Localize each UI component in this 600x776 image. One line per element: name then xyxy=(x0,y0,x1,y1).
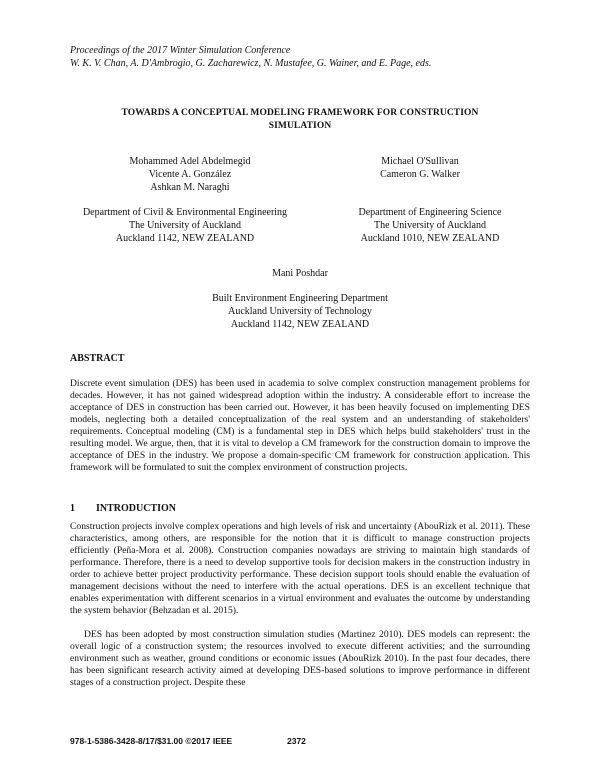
affiliation-line: The University of Auckland xyxy=(129,220,241,231)
paper-title xyxy=(70,107,530,133)
page-number: 2372 xyxy=(287,736,306,746)
affiliation-line: The University of Auckland xyxy=(374,220,486,231)
author-block-right xyxy=(345,155,495,181)
section-title: INTRODUCTION xyxy=(96,503,177,514)
author-name: Mani Poshdar xyxy=(272,268,328,279)
affiliation-line: Built Environment Engineering Department xyxy=(212,293,388,304)
affiliation-block-third xyxy=(180,292,420,331)
author-name: Michael O'Sullivan xyxy=(381,156,459,167)
proceedings-header xyxy=(70,44,431,70)
author-name: Cameron G. Walker xyxy=(380,169,460,180)
abstract-heading: ABSTRACT xyxy=(70,353,125,364)
abstract-text: Discrete event simulation (DES) has been used in academia to solve complex construction management problems for decades. However, it has not gained widespread adoption within the industry. A considerable effort to increase the acceptance of DES in construction has been carried out. However, it has been heavily focused on implementing DES models, neglecting both a detailed conceptualization of the real system and an understanding of stakeholders' requirements. Conceptual modeling (CM) is a fundamental step in DES which helps build stakeholders' trust in the resulting model. We argue, then, that it is vital to develop a CM framework for the construction domain to improve the acceptance of DES in the industry. We propose a domain-specific CM framework for construction application. This framework will be formulated to suit the complex environment of construction projects. xyxy=(70,378,530,473)
author-block-left xyxy=(108,155,272,194)
affiliation-line: Department of Engineering Science xyxy=(358,207,502,218)
introduction-paragraph-1: Construction projects involve complex operations and high levels of risk and uncertainty (AbouRizk et al. 2011). These characteristics, among others, are responsible for the notion that it is difficult to manage construction projects efficiently (Peña-Mora et al. 2008). Construction companies nowadays are striving to maintain high standards of performance. Therefore, there is a need to develop supportive tools for decision makers in the construction industry in order to achieve better project productivity performance. These decision support tools should enable the evaluation of management decisions without the need to interfere with the actual operations. DES is an excellent technique that enables experimentation with different scenarios in a virtual environment and evaluates the outcome by understanding the system behavior (Behzadan et al. 2015). xyxy=(70,521,530,616)
author-name: Vicente A. González xyxy=(148,169,232,180)
author-block-third xyxy=(200,267,400,280)
affiliation-line: Department of Civil & Environmental Engineering xyxy=(82,207,288,218)
affiliation-line: Auckland 1010, NEW ZEALAND xyxy=(360,233,500,244)
proceedings-title: Proceedings of the 2017 Winter Simulation Conference xyxy=(70,45,291,56)
paper-title-line-2: SIMULATION xyxy=(268,121,332,131)
author-name: Mohammed Adel Abdelmegid xyxy=(129,156,251,167)
affiliation-line: Auckland University of Technology xyxy=(228,306,372,317)
footer-copyright: 978-1-5386-3428-8/17/$31.00 ©2017 IEEE xyxy=(70,736,233,746)
affiliation-line: Auckland 1142, NEW ZEALAND xyxy=(230,319,370,330)
affiliation-line: Auckland 1142, NEW ZEALAND xyxy=(115,233,255,244)
section-heading-introduction xyxy=(70,503,176,514)
proceedings-editors: W. K. V. Chan, A. D'Ambrogio, G. Zacharewicz, N. Mustafee, G. Wainer, and E. Page, eds. xyxy=(70,58,432,69)
introduction-paragraph-2: DES has been adopted by most construction simulation studies (Martinez 2010). DES models can represent: the overall logic of a construction system; the resources involved to execute different activities; and the surrounding environment such as weather, ground conditions or economic issues (AbouRizk 2010). In the past four decades, there has been significant research activity aimed at developing DES-based solutions to improve performance in different stages of a construction project. Despite these xyxy=(70,629,530,688)
affiliation-block-left xyxy=(70,206,300,245)
affiliation-block-right xyxy=(330,206,530,245)
paper-title-line-1: TOWARDS A CONCEPTUAL MODELING FRAMEWORK FOR CONSTRUCTION xyxy=(121,108,479,118)
section-number: 1 xyxy=(70,503,75,514)
author-name: Ashkan M. Naraghi xyxy=(150,182,230,193)
